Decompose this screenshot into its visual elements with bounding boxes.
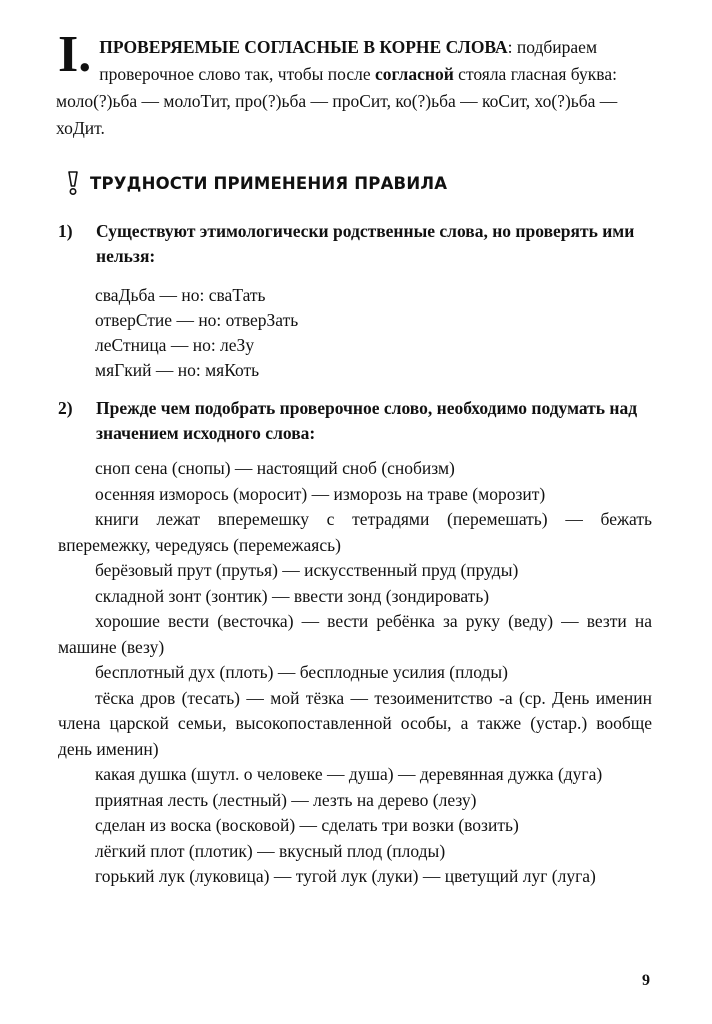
section-text-after: стояла гласная буква: моло(?)ьба — молоТит, про(?)ьба — проСит, ко(?)ьба — коСит, хо(?)ьба — хоДит. (56, 64, 618, 138)
section-number: I. (58, 26, 92, 83)
rule-item-1-examples (58, 283, 652, 383)
exclamation-icon (66, 170, 80, 196)
rule-item-2-number: 2) (58, 398, 73, 418)
example-line: сваДьба — но: сваТать (95, 285, 266, 305)
example-line: сделан из воска (восковой) — сделать три возки (возить) (95, 815, 519, 835)
example-line: хорошие вести (весточка) — вести ребёнка за руку (веду) — везти на машине (везу) (58, 611, 652, 657)
rule-item-1-text: Существуют этимологически родственные слова, но проверять ими нельзя: (96, 221, 635, 266)
example-line: горький лук (луковица) — тугой лук (луки) — цветущий луг (луга) (95, 866, 596, 886)
example-line: складной зонт (зонтик) — ввести зонд (зондировать) (95, 585, 490, 606)
page-number: 9 (642, 972, 650, 989)
example-line: отверСтие — но: отверЗать (95, 310, 299, 330)
rule-item-1 (58, 219, 652, 383)
rule-item-1-heading (58, 219, 652, 269)
example-line: осенняя изморось (моросит) — изморозь на траве (морозит) (95, 483, 546, 504)
rule-item-1-number: 1) (58, 221, 73, 241)
example-line: мяГкий — но: мяКоть (95, 360, 260, 380)
rule-item-2 (58, 396, 652, 890)
difficulties-heading (66, 170, 447, 196)
section-1 (56, 26, 652, 142)
example-line: книги лежат вперемешку с тетрадями (перемешать) — бежать вперемежку, чередуясь (перемежаясь) (58, 509, 652, 555)
section-text-bold: согласной (374, 64, 454, 84)
example-line: тёска дров (тесать) — мой тёзка — тезоименитство -а (ср. День именин члена царской семьи, высокопоставленной особы, а также (устар.) вообще день именин) (58, 687, 652, 759)
rule-item-2-heading (58, 396, 652, 446)
example-line: бесплотный дух (плоть) — бесплодные усилия (плоды) (95, 662, 508, 682)
difficulties-title: ТРУДНОСТИ ПРИМЕНЕНИЯ ПРАВИЛА (90, 173, 448, 193)
example-line: берёзовый прут (прутья) — искусственный пруд (пруды) (95, 560, 519, 580)
example-line: какая душка (шутл. о человеке — душа) — деревянная дужка (дуга) (95, 764, 603, 784)
example-line: лёгкий плот (плотик) — вкусный плод (плоды) (95, 840, 446, 861)
rule-item-2-examples (58, 456, 652, 890)
example-line: леСтница — но: леЗу (95, 335, 255, 355)
section-title: ПРОВЕРЯЕМЫЕ СОГЛАСНЫЕ В КОРНЕ СЛОВА (99, 37, 508, 57)
example-line: сноп сена (снопы) — настоящий сноб (снобизм) (95, 458, 455, 478)
example-line: приятная лесть (лестный) — лезть на дерево (лезу) (95, 789, 477, 810)
rule-item-2-text: Прежде чем подобрать проверочное слово, необходимо подумать над значением исходного слова: (96, 398, 638, 443)
section-text-before: : подбираем проверочное слово так, чтобы после (99, 37, 598, 84)
